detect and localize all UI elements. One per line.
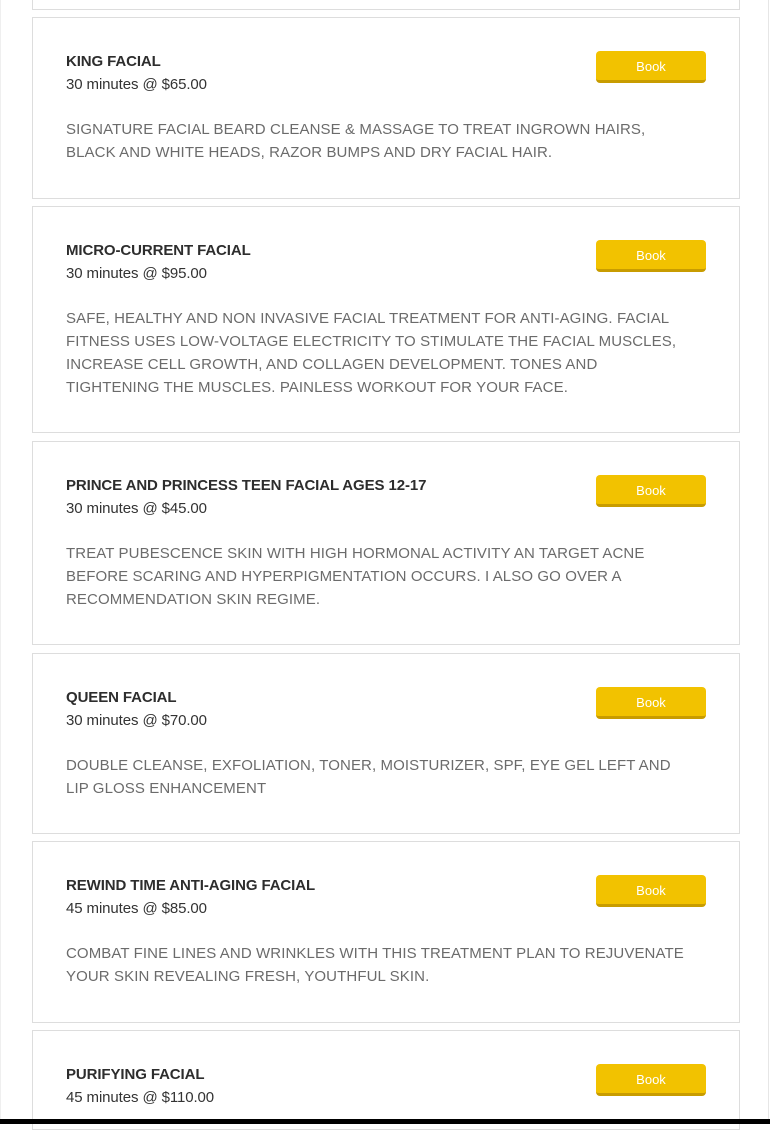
service-duration-price: 30 minutes @ $65.00 [66,76,207,93]
service-description: SIGNATURE FACIAL BEARD CLEANSE & MASSAGE TO TREAT INGROWN HAIRS, BLACK AND WHITE HEADS, RAZOR BUMPS AND DRY FACIAL HAIR. [66,121,646,161]
book-button[interactable]: Book [596,240,706,272]
book-button[interactable]: Book [596,475,706,507]
service-title: QUEEN FACIAL [66,689,177,706]
service-card [32,441,740,645]
service-card [32,1030,740,1130]
bottom-edge-bar [0,1119,770,1124]
service-card [32,206,740,433]
service-description: TREAT PUBESCENCE SKIN WITH HIGH HORMONAL ACTIVITY AN TARGET ACNE BEFORE SCARING AND HYPERPIGMENTATION OCCURS. I ALSO GO OVER A RECOMMENDATION SKIN REGIME. [66,545,645,608]
service-title: REWIND TIME ANTI-AGING FACIAL [66,877,316,894]
service-duration-price: 30 minutes @ $45.00 [66,500,207,517]
book-button[interactable]: Book [596,687,706,719]
book-button[interactable]: Book [596,1064,706,1096]
service-description: DOUBLE CLEANSE, EXFOLIATION, TONER, MOISTURIZER, SPF, EYE GEL LEFT AND LIP GLOSS ENHANCEMENT [66,757,671,797]
service-title: PRINCE AND PRINCESS TEEN FACIAL AGES 12-17 [66,477,427,494]
service-card [32,653,740,834]
service-duration-price: 45 minutes @ $110.00 [66,1089,215,1106]
service-description: COMBAT FINE LINES AND WRINKLES WITH THIS TREATMENT PLAN TO REJUVENATE YOUR SKIN REVEALING FRESH, YOUTHFUL SKIN. [66,945,684,985]
service-duration-price: 30 minutes @ $70.00 [66,712,207,729]
service-title: PURIFYING FACIAL [66,1066,205,1083]
service-title: MICRO-CURRENT FACIAL [66,242,251,259]
book-button[interactable]: Book [596,875,706,907]
service-duration-price: 30 minutes @ $95.00 [66,265,207,282]
service-card [32,17,740,199]
book-button[interactable]: Book [596,51,706,83]
service-title: KING FACIAL [66,53,161,70]
service-description: SAFE, HEALTHY AND NON INVASIVE FACIAL TREATMENT FOR ANTI-AGING. FACIAL FITNESS USES LOW-VOLTAGE ELECTRICITY TO STIMULATE THE FACIAL MUSCLES, INCREASE CELL GROWTH, AND COLLAGEN DEVELOPMENT. TONES AND TIGHTENING THE MUSCLES. PAINLESS WORKOUT FOR YOUR FACE. [66,310,677,396]
service-card [32,841,740,1023]
previous-service-card-edge [32,0,740,10]
service-duration-price: 45 minutes @ $85.00 [66,900,207,917]
